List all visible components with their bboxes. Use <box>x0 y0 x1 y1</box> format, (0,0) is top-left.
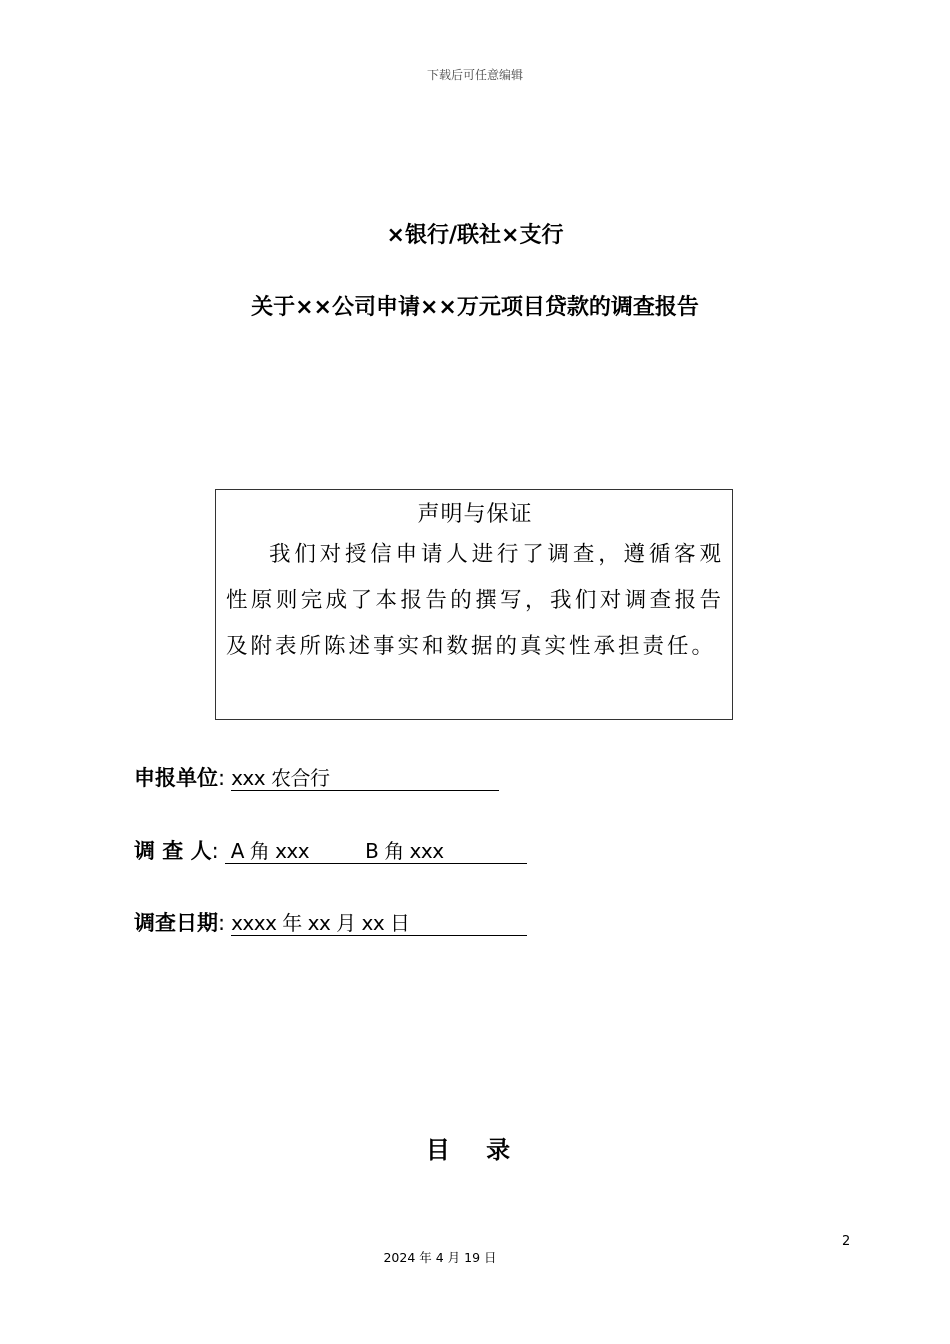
investigator-b: B 角 xxx <box>365 839 444 863</box>
investigator-label: 调 查 人 <box>134 839 212 863</box>
declaration-box <box>215 489 733 720</box>
reporting-unit-label: 申报单位 <box>134 766 218 790</box>
investigation-date-colon: : <box>218 911 226 935</box>
field-investigation-date <box>134 908 527 938</box>
investigation-date-label: 调查日期 <box>134 911 218 935</box>
report-title-subject: 关于××公司申请××万元项目贷款的调查报告 <box>251 295 699 320</box>
footer-date: 2024 年 4 月 19 日 <box>383 1250 497 1265</box>
field-reporting-unit <box>134 763 499 793</box>
investigator-a: A 角 xxx <box>230 839 310 863</box>
declaration-heading: 声明与保证 <box>417 502 533 527</box>
declaration-body: 我们对授信申请人进行了调查，遵循客观性原则完成了本报告的撰写，我们对调查报告及附表所陈述事实和数据的真实性承担责任。 <box>226 542 724 659</box>
reporting-unit-value: xxx 农合行 <box>231 766 499 791</box>
page-number: 2 <box>842 1234 851 1249</box>
investigation-date-value: xxxx 年 xx 月 xx 日 <box>231 911 527 936</box>
reporting-unit-colon: : <box>218 766 226 790</box>
field-investigator <box>134 836 527 866</box>
investigator-value <box>225 839 527 864</box>
report-title-bank: ×银行/联社×支行 <box>386 223 564 248</box>
toc-title: 目 录 <box>425 1136 525 1164</box>
header-note: 下载后可任意编辑 <box>426 68 523 82</box>
investigator-colon: : <box>211 839 219 863</box>
